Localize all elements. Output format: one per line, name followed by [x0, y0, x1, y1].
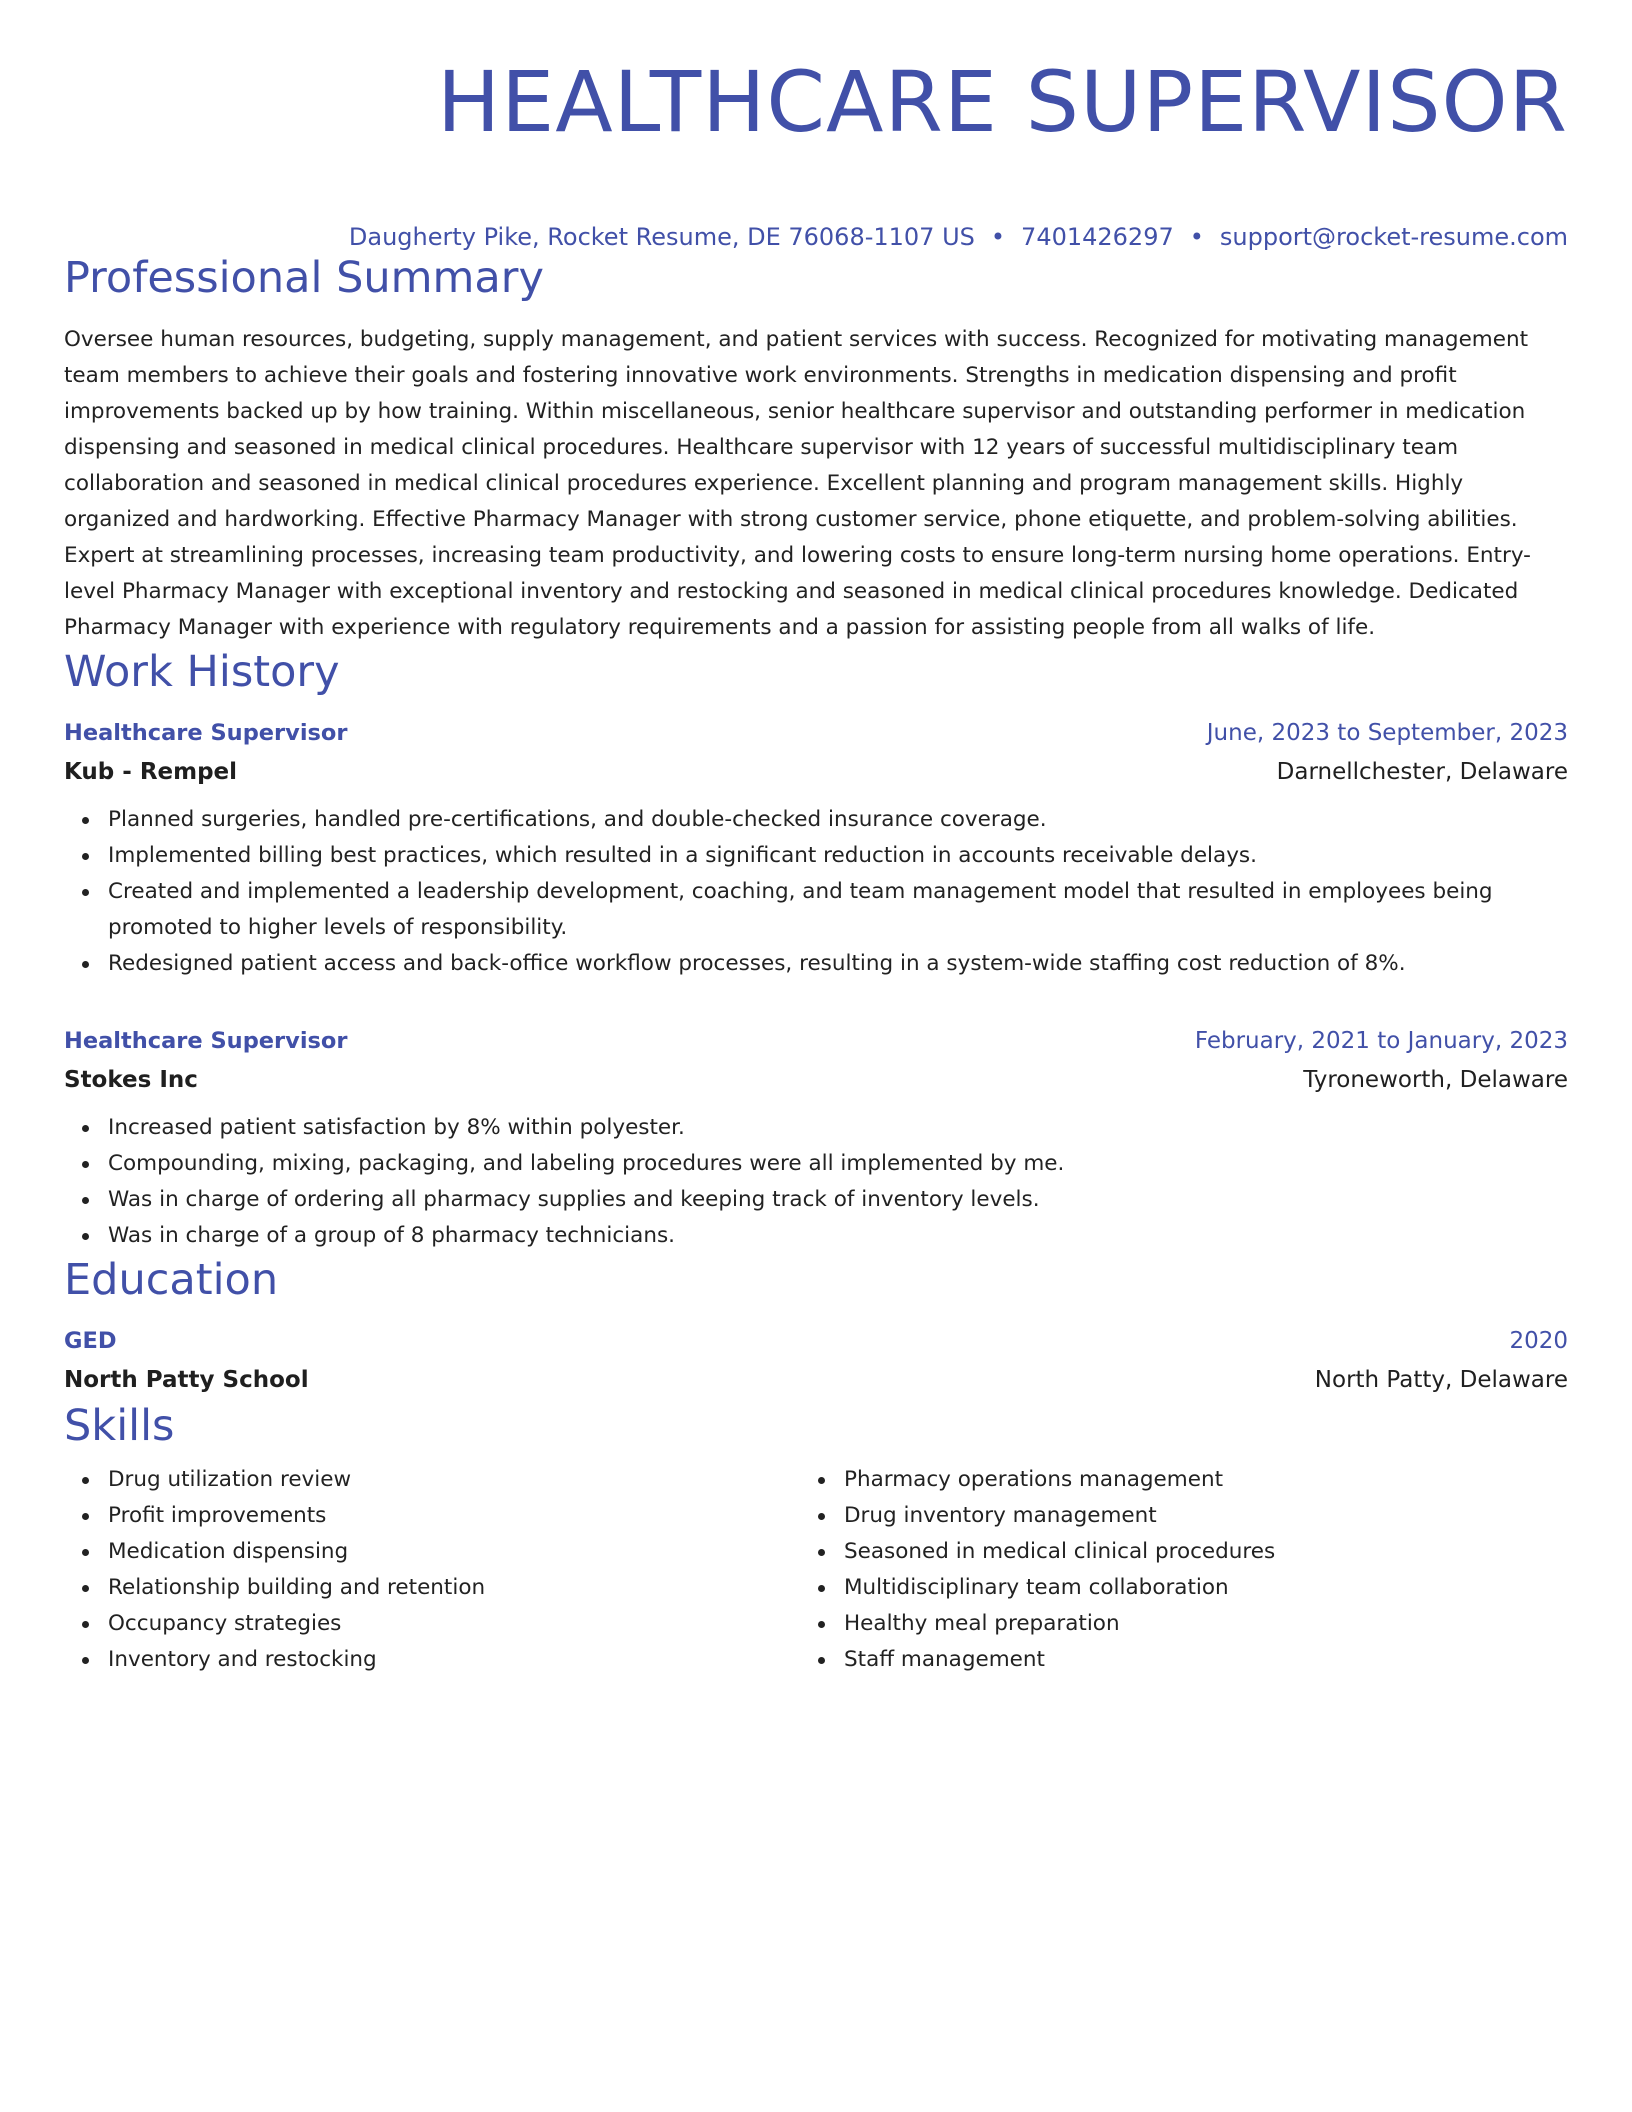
job-bullet: Implemented billing best practices, which resulted in a significant reduction in accounts receivable delays.	[108, 838, 1568, 874]
job-company-row	[64, 1060, 1568, 1100]
skills-list	[64, 1462, 800, 1678]
skill-item: Healthy meal preparation	[844, 1606, 1536, 1642]
skill-item: Medication dispensing	[108, 1534, 800, 1570]
job-bullet: Increased patient satisfaction by 8% within polyester.	[108, 1110, 1568, 1146]
skill-item: Inventory and restocking	[108, 1642, 800, 1678]
job-company: Kub - Rempel	[64, 759, 238, 785]
education-entry	[64, 1322, 1568, 1400]
job-title: Healthcare Supervisor	[64, 1028, 348, 1054]
job-header-row	[64, 1022, 1568, 1060]
contact-address: Daugherty Pike, Rocket Resume, DE 76068-1107 US	[348, 223, 975, 251]
contact-line	[64, 222, 1568, 252]
job-entry	[64, 714, 1568, 982]
summary-heading: Professional Summary	[64, 253, 544, 303]
skill-item: Occupancy strategies	[108, 1606, 800, 1642]
job-bullet: Created and implemented a leadership development, coaching, and team management model that resulted in employees being promoted to higher levels of responsibility.	[108, 874, 1568, 946]
education-location: North Patty, Delaware	[1314, 1367, 1568, 1393]
job-bullet: Was in charge of a group of 8 pharmacy technicians.	[108, 1218, 1568, 1254]
job-location: Tyroneworth, Delaware	[1303, 1067, 1568, 1093]
contact-email: support@rocket-resume.com	[1219, 223, 1568, 251]
education-school: North Patty School	[64, 1367, 309, 1393]
skills-grid	[64, 1462, 1568, 1678]
education-year: 2020	[1509, 1328, 1568, 1354]
job-bullets	[64, 1110, 1568, 1254]
job-dates: February, 2021 to January, 2023	[1194, 1028, 1568, 1054]
skill-item: Profit improvements	[108, 1498, 800, 1534]
skill-item: Drug utilization review	[108, 1462, 800, 1498]
contact-separator: •	[1189, 223, 1204, 251]
skills-column-right	[800, 1462, 1536, 1678]
job-location: Darnellchester, Delaware	[1276, 759, 1568, 785]
contact-phone: 7401426297	[1021, 223, 1174, 251]
page-title: HEALTHCARE SUPERVISOR	[436, 53, 1568, 151]
contact-separator: •	[990, 223, 1006, 251]
job-company: Stokes Inc	[64, 1067, 198, 1093]
education-degree: GED	[64, 1328, 117, 1354]
job-entry	[64, 1022, 1568, 1254]
job-bullet: Redesigned patient access and back-office workflow processes, resulting in a system-wide staffing cost reduction of 8%.	[108, 946, 1568, 982]
skills-list	[800, 1462, 1536, 1678]
skills-column-left	[64, 1462, 800, 1678]
job-header-row	[64, 714, 1568, 752]
job-title: Healthcare Supervisor	[64, 720, 348, 746]
skill-item: Drug inventory management	[844, 1498, 1536, 1534]
summary-text: Oversee human resources, budgeting, supply management, and patient services with success. Recognized for motivating management team members to achieve their goals and fostering innovative work environments. Strengths in medication dispensing and profit improvements backed up by how training. Within miscellaneous, senior healthcare supervisor and outstanding performer in medication dispensing and seasoned in medical clinical procedures. Healthcare supervisor with 12 years of successful multidisciplinary team collaboration and seasoned in medical clinical procedures experience. Excellent planning and program management skills. Highly organized and hardworking. Effective Pharmacy Manager with strong customer service, phone etiquette, and problem-solving abilities. Expert at streamlining processes, increasing team productivity, and lowering costs to ensure long-term nursing home operations. Entry-level Pharmacy Manager with exceptional inventory and restocking and seasoned in medical clinical procedures knowledge. Dedicated Pharmacy Manager with experience with regulatory requirements and a passion for assisting people from all walks of life.	[64, 327, 1531, 640]
job-bullet: Compounding, mixing, packaging, and labeling procedures were all implemented by me.	[108, 1146, 1568, 1182]
education-heading: Education	[64, 1255, 279, 1305]
job-bullets	[64, 802, 1568, 982]
education-header-row	[64, 1322, 1568, 1360]
skill-item: Pharmacy operations management	[844, 1462, 1536, 1498]
skill-item: Staff management	[844, 1642, 1536, 1678]
job-dates: June, 2023 to September, 2023	[1206, 720, 1568, 746]
job-bullet: Was in charge of ordering all pharmacy supplies and keeping track of inventory levels.	[108, 1182, 1568, 1218]
skill-item: Relationship building and retention	[108, 1570, 800, 1606]
job-company-row	[64, 752, 1568, 792]
skills-heading: Skills	[64, 1401, 175, 1451]
job-bullet: Planned surgeries, handled pre-certifications, and double-checked insurance coverage.	[108, 802, 1568, 838]
skill-item: Seasoned in medical clinical procedures	[844, 1534, 1536, 1570]
skill-item: Multidisciplinary team collaboration	[844, 1570, 1536, 1606]
education-school-row	[64, 1360, 1568, 1400]
work-history-heading: Work History	[64, 647, 340, 697]
